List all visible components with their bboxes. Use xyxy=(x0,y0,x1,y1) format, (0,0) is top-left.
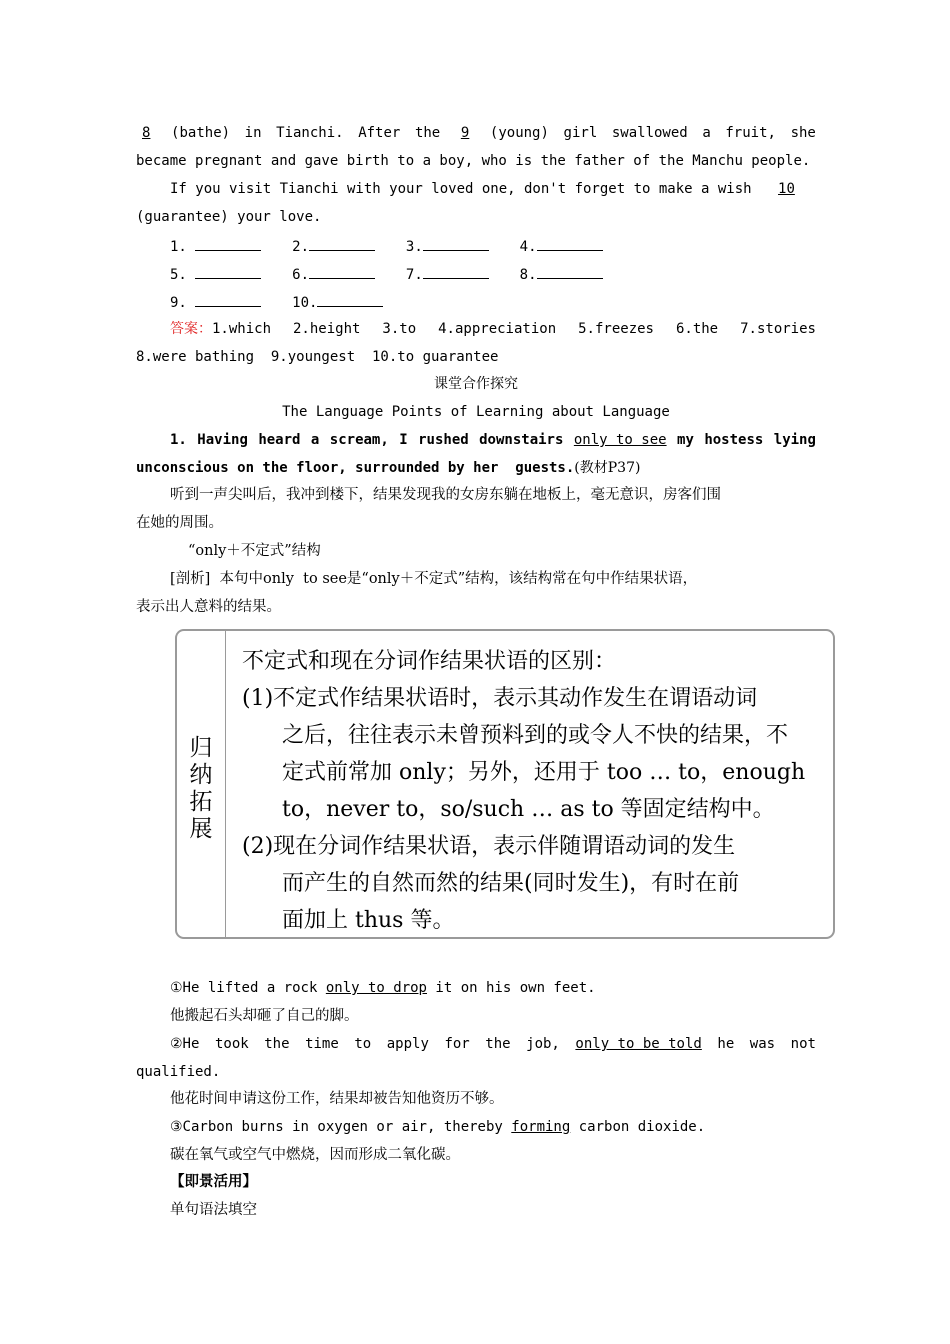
word: the xyxy=(264,1036,290,1052)
box-heading: 不定式和现在分词作结果状语的区别： xyxy=(242,649,617,674)
word: apply xyxy=(386,1036,429,1052)
word: he xyxy=(717,1036,735,1052)
box-line: to，never to，so/such … as to 等固定结构中。 xyxy=(282,797,775,822)
example-text: ③Carbon burns in oxygen or air, thereby xyxy=(170,1119,512,1135)
word: Tianchi. xyxy=(276,125,344,141)
side-char: 纳 xyxy=(189,762,213,788)
blank-label: 4. xyxy=(519,239,537,255)
word: the xyxy=(414,125,441,141)
example-2-line-1 xyxy=(170,1035,816,1053)
answer-item: 5.freezes xyxy=(578,321,654,337)
answer-item: 1.which xyxy=(212,321,272,337)
box-line: 面加上 thus 等。 xyxy=(282,908,455,933)
answer-blanks-row-1 xyxy=(170,236,603,256)
answer-label: 答案： xyxy=(170,321,212,337)
word: After xyxy=(358,125,401,141)
summary-box xyxy=(175,629,835,939)
summary-box-body xyxy=(242,643,832,939)
practice-subheading: 单句语法填空 xyxy=(170,1202,257,1218)
word: swallowed xyxy=(611,125,688,141)
answer-item: 4.appreciation xyxy=(438,321,557,337)
answer-blank xyxy=(423,264,489,279)
passage-line-4: (guarantee) your love. xyxy=(136,209,322,225)
word: lying xyxy=(773,432,816,448)
passage-text: If you visit Tianchi with your loved one, don't forget to make a wish xyxy=(170,181,761,197)
word: ②He xyxy=(170,1036,200,1052)
word: time xyxy=(305,1036,339,1052)
example-text: it on his own feet. xyxy=(427,980,596,996)
word: scream, xyxy=(329,432,389,448)
word: hostess xyxy=(704,432,764,448)
key-phrase: only to be told xyxy=(575,1036,702,1052)
word: Having xyxy=(197,432,248,448)
blank-label: 3. xyxy=(405,239,423,255)
structure-heading: “only＋不定式”结构 xyxy=(188,543,321,559)
sentence-text: unconscious on the floor, surrounded by her guests. xyxy=(136,460,575,476)
example-text: carbon dioxide. xyxy=(570,1119,706,1135)
answer-blank xyxy=(309,264,375,279)
example-3-translation: 碳在氧气或空气中燃烧，因而形成二氧化碳。 xyxy=(170,1147,460,1163)
answer-line-2: 8.were bathing 9.youngest 10.to guarantee xyxy=(136,349,499,365)
key-phrase: forming xyxy=(511,1119,571,1135)
point-1-sentence-line-2 xyxy=(136,459,640,477)
word: in xyxy=(244,125,262,141)
answer-blank xyxy=(195,292,261,307)
word: she xyxy=(790,125,816,141)
answer-line-1 xyxy=(170,320,816,338)
answer-blanks-row-3 xyxy=(170,292,383,312)
word: girl xyxy=(563,125,598,141)
box-line: 之后，往往表示未曾预料到的或令人不快的结果，不 xyxy=(282,723,789,748)
word: my xyxy=(677,432,694,448)
blank-10: 10 xyxy=(778,181,795,197)
blank-label: 8. xyxy=(519,267,537,283)
word: for xyxy=(444,1036,470,1052)
box-line: 而产生的自然而然的结果(同时发生)，有时在前 xyxy=(282,871,740,896)
answer-item: 2.height xyxy=(293,321,361,337)
side-char: 展 xyxy=(189,816,213,842)
blank-label: 1. xyxy=(170,239,187,255)
textbook-reference: (教材P37) xyxy=(574,460,641,476)
point-1-translation-line-2: 在她的周围。 xyxy=(136,515,223,531)
word: rushed xyxy=(418,432,469,448)
blank-label: 6. xyxy=(292,267,310,283)
blank-label: 7. xyxy=(405,267,423,283)
section-title-en: The Language Points of Learning about Language xyxy=(282,404,670,420)
word: a xyxy=(702,125,711,141)
blank-label: 2. xyxy=(292,239,310,255)
side-char: 归 xyxy=(189,735,213,761)
passage-line-1 xyxy=(136,124,816,142)
point-1-translation-line-1: 听到一声尖叫后，我冲到楼下，结果发现我的女房东躺在地板上，毫无意识，房客们围 xyxy=(170,487,721,503)
word: job, xyxy=(526,1036,560,1052)
word: took xyxy=(214,1036,249,1052)
blank-9: 9 xyxy=(460,125,470,141)
example-3 xyxy=(170,1118,705,1136)
example-text: ①He lifted a rock xyxy=(170,980,326,996)
summary-box-side xyxy=(177,631,226,937)
word: a xyxy=(310,432,320,448)
word: (bathe) xyxy=(171,125,231,141)
word: the xyxy=(485,1036,511,1052)
word: to xyxy=(354,1036,372,1052)
passage-line-3 xyxy=(170,180,809,198)
example-1 xyxy=(170,979,596,997)
key-phrase: only to drop xyxy=(325,980,427,996)
answer-blank xyxy=(309,236,375,251)
point-1-sentence-line-1 xyxy=(170,431,816,449)
answer-blanks-row-2 xyxy=(170,264,603,284)
word: not xyxy=(790,1036,816,1052)
word: fruit, xyxy=(725,125,776,141)
blank-label: 5. xyxy=(170,267,187,283)
blank-8: 8 xyxy=(142,125,151,141)
answer-item: 6.the xyxy=(675,321,719,337)
answer-blank xyxy=(195,264,261,279)
section-title-cn: 课堂合作探究 xyxy=(434,376,518,392)
passage-line-2: became pregnant and gave birth to a boy, who is the father of the Manchu people. xyxy=(136,153,811,169)
side-char: 拓 xyxy=(189,789,213,815)
practice-heading: 【即景活用】 xyxy=(170,1173,257,1190)
box-line: (2)现在分词作结果状语，表示伴随谓语动词的发生 xyxy=(242,834,736,859)
word: was xyxy=(749,1036,776,1052)
analysis-line-2: 表示出人意料的结果。 xyxy=(136,599,281,615)
box-line: (1)不定式作结果状语时，表示其动作发生在谓语动词 xyxy=(242,686,758,711)
key-phrase: only to see xyxy=(573,432,667,448)
example-1-translation: 他搬起石头却砸了自己的脚。 xyxy=(170,1008,359,1024)
analysis-line-1: [剖析] 本句中only to see是“only＋不定式”结构，该结构常在句中作结果状语， xyxy=(170,571,698,587)
word: (young) xyxy=(489,125,549,141)
blank-label: 10. xyxy=(292,295,318,311)
answer-blank xyxy=(423,236,489,251)
answer-blank xyxy=(537,264,603,279)
summary-box-side-label xyxy=(185,735,217,843)
word: downstairs xyxy=(479,432,564,448)
example-2-line-2: qualified. xyxy=(136,1064,221,1080)
example-2-translation: 他花时间申请这份工作，结果却被告知他资历不够。 xyxy=(170,1091,504,1107)
answer-blank xyxy=(317,292,383,307)
answer-blank xyxy=(537,236,603,251)
word: heard xyxy=(258,432,301,448)
blank-label: 9. xyxy=(170,295,187,311)
word: I xyxy=(399,432,408,448)
point-number: 1. xyxy=(170,432,187,448)
answer-item: 7.stories xyxy=(740,321,816,337)
answer-item: 3.to xyxy=(382,321,417,337)
box-line: 定式前常加 only；另外，还用于 too … to，enough xyxy=(282,760,806,785)
answer-blank xyxy=(195,236,261,251)
